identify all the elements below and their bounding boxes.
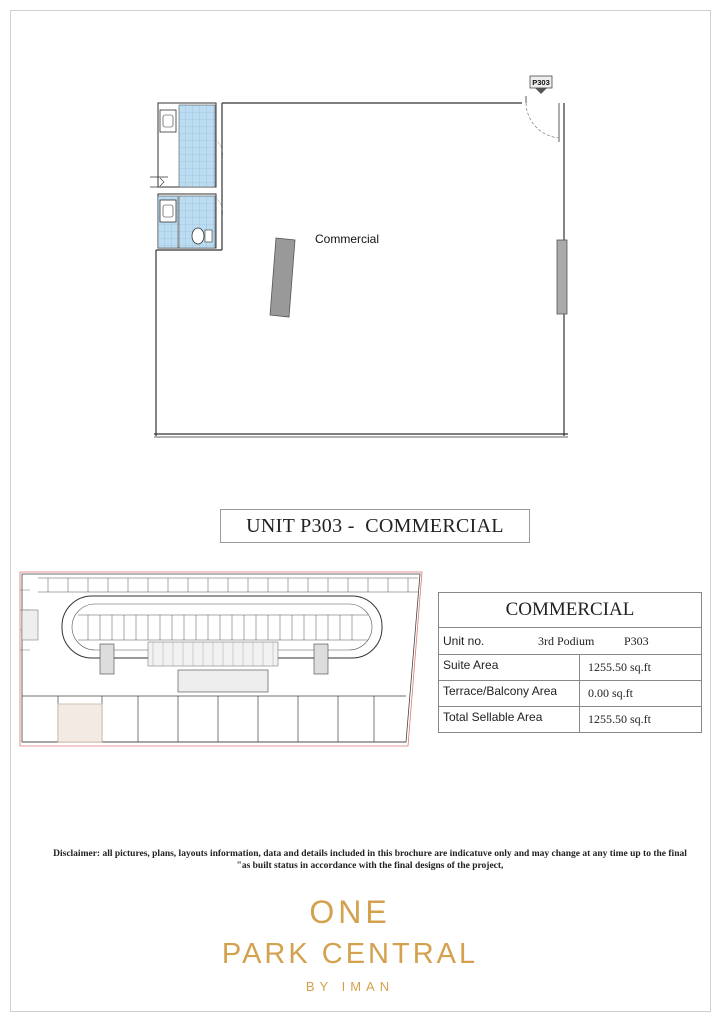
door-tag: P303 bbox=[532, 78, 550, 87]
key-plan bbox=[18, 570, 426, 748]
area-row bbox=[439, 707, 701, 732]
brand-logo bbox=[200, 892, 500, 996]
area-row bbox=[439, 681, 701, 707]
disclaimer-line-1: Disclaimer: all pictures, plans, layouts information, data and details included in this brochure are indicatuve only and may change at any time up to the final bbox=[53, 849, 687, 859]
area-row-value: 1255.50 sq.ft bbox=[588, 712, 651, 726]
disclaimer-line-2: "as built status in accordance with the final designs of the project, bbox=[236, 861, 504, 871]
floor-plan bbox=[150, 70, 580, 442]
disclaimer bbox=[40, 848, 700, 872]
area-table bbox=[438, 592, 702, 733]
logo-one: ONE bbox=[309, 894, 391, 930]
unit-banner: UNIT P303 - COMMERCIAL bbox=[220, 509, 530, 543]
highlighted-unit bbox=[58, 704, 102, 742]
area-row-label: Suite Area bbox=[439, 655, 580, 680]
area-table-title: COMMERCIAL bbox=[439, 593, 701, 628]
unit-number: P303 bbox=[624, 633, 649, 648]
floor-value: 3rd Podium bbox=[538, 633, 595, 648]
area-row-label: Total Sellable Area bbox=[439, 707, 580, 732]
logo-by-iman: BY IMAN bbox=[305, 979, 395, 994]
area-row bbox=[439, 655, 701, 681]
area-row-value: 1255.50 sq.ft bbox=[588, 660, 651, 674]
unit-label: Unit no. bbox=[443, 634, 485, 648]
logo-park-central: PARK CENTRAL bbox=[221, 938, 479, 970]
room-label: Commercial bbox=[315, 232, 380, 246]
area-row-label: Terrace/Balcony Area bbox=[439, 681, 580, 706]
unit-info-row bbox=[439, 628, 701, 655]
area-row-value: 0.00 sq.ft bbox=[588, 686, 633, 700]
